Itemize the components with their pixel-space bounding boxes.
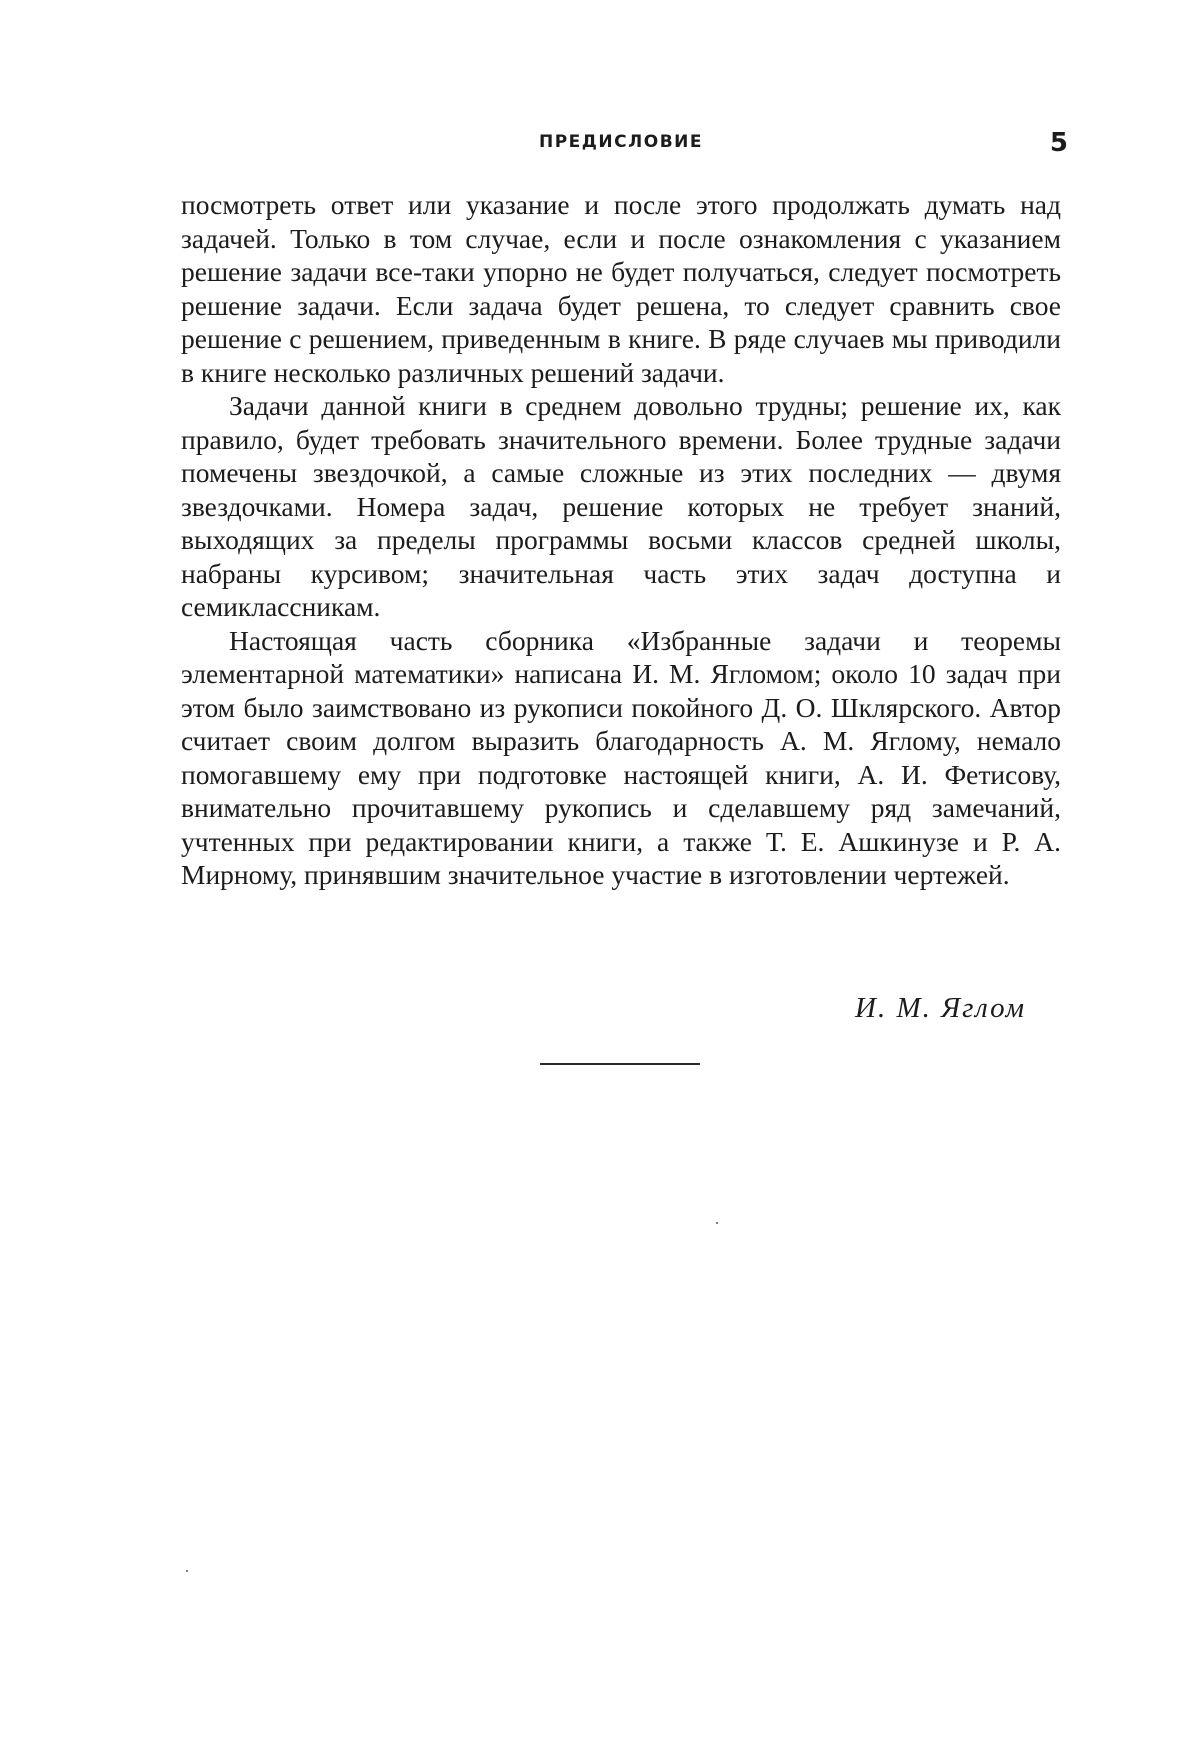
running-head xyxy=(181,128,1068,168)
author-signature: И. М. Яглом xyxy=(855,992,1026,1025)
running-title: ПРЕДИСЛОВИЕ xyxy=(181,132,1061,152)
scan-speck xyxy=(186,1570,188,1572)
paragraph-acknowledgements: Настоящая часть сборника «Избранные задачи и теоремы элементарной математики» написана И. М. Ягломом; около 10 задач при этом было заимствовано из рукописи покойного Д. О. Шклярского. Автор считает своим долгом выразить благодарность А. М. Яглому, немало помогавшему ему при подготовке настоящей книги, А. И. Фетисову, внимательно прочитавшему рукопись и сделавшему ряд замечаний, учтенных при редактировании книги, а также Т. Е. Ашкинузе и Р. А. Мирному, принявшим значительное участие в изготов­лении чертежей. xyxy=(181,624,1061,892)
preface-text xyxy=(181,188,1061,892)
scan-speck xyxy=(716,1222,718,1224)
paragraph-difficulty: Задачи данной книги в среднем довольно трудны; реше­ние их, как правило, будет требовать значительного времени. Более трудные задачи помечены звездочкой, а самые слож­ные из этих последних — двумя звездочками. Номера задач, решение которых не требует знаний, выходящих за пределы программы восьми классов средней школы, набраны курсивом; значительная часть этих задач доступна и семиклассникам. xyxy=(181,389,1061,624)
book-page xyxy=(0,0,1200,1756)
paragraph-continuation: посмотреть ответ или указание и после этого продолжать думать над задачей. Только в том случае, если и после озна­комления с указанием решение задачи все-таки упорно не будет получаться, следует посмотреть решение задачи. Если задача будет решена, то следует сравнить свое решение с реше­нием, приведенным в книге. В ряде случаев мы приводили в книге несколько различных решений задачи. xyxy=(181,188,1061,389)
end-rule-divider xyxy=(540,1063,700,1065)
page-number: 5 xyxy=(1050,128,1068,158)
